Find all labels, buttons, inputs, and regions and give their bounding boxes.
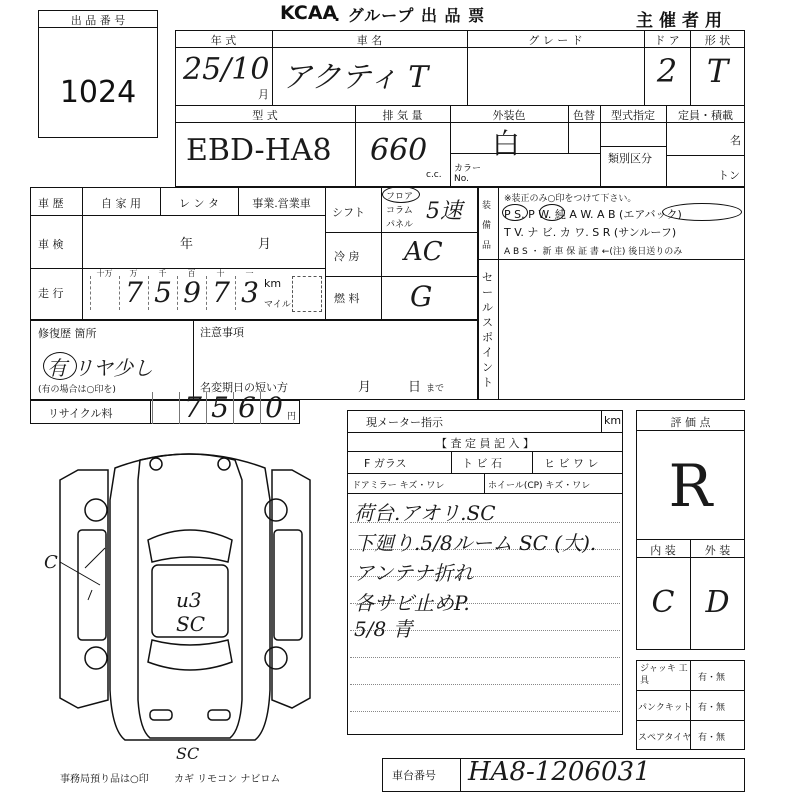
history-private[interactable]: 自 家 用	[101, 197, 141, 210]
mileage-digit-label: 十	[216, 269, 225, 278]
wheel-top-left-icon	[85, 499, 107, 521]
exterior-value: D	[705, 585, 730, 620]
comment-ruling	[350, 711, 620, 712]
mileage-digit-label: 百	[187, 269, 196, 278]
lot-number-label: 出 品 番 号	[70, 14, 126, 27]
repair-note: (有の場合は○印を)	[38, 385, 116, 395]
left-side-panel	[60, 470, 108, 708]
fuel-label: 燃 料	[334, 292, 360, 305]
wheel-bottom-left-icon	[85, 647, 107, 669]
mileage-digit: 3	[235, 276, 264, 310]
damage-mark-sc: SC	[176, 612, 206, 636]
grade-label: グ レ ー ド	[528, 34, 583, 47]
mileage-unit-km: km	[264, 277, 282, 290]
recycle-digit: 6	[233, 392, 260, 424]
auction-logo: KCAA	[280, 2, 338, 24]
equipment-line2[interactable]: T V. ナ ビ. カ ワ. S R (サンルーフ)	[504, 226, 677, 239]
mileage-digit-label: 一	[245, 269, 254, 278]
equipment-note: ※装正のみ○印をつけて下さい。	[504, 194, 637, 204]
inspector-header: 【 査 定 員 記 入 】	[436, 437, 534, 450]
body-type-label: 形 状	[704, 34, 731, 47]
inspector-comment-2: 下廻り.5/8ルーム SC (大).	[354, 531, 597, 555]
rating-label: 評 価 点	[670, 416, 711, 429]
tobi-label: ト ビ 石	[462, 457, 502, 470]
office-note: 事務局預り品は○印	[60, 774, 149, 785]
right-side-panel	[272, 470, 310, 708]
right-door	[274, 530, 302, 640]
form-title: . グループ 出 品 票	[334, 6, 486, 25]
load-unit: トン	[718, 169, 740, 182]
wheel-top-right-icon	[265, 499, 287, 521]
mileage-digit: 5	[148, 276, 177, 310]
office-items: カギ リモコン ナビロム	[174, 774, 281, 785]
recycle-fee-label: リサイクル料	[48, 407, 113, 420]
circle-ps	[502, 204, 528, 221]
fglass-label: F ガラス	[364, 457, 407, 470]
mileage-digit: 7	[119, 276, 148, 310]
mileage-digit-label: 千	[158, 269, 167, 278]
chassis-label: 車台番号	[392, 769, 436, 782]
class-label: 類別区分	[608, 152, 652, 165]
comment-ruling	[350, 684, 620, 685]
recycle-unit: 円	[287, 412, 297, 422]
inspector-comment-4: 各サビ止めP.	[354, 591, 470, 615]
mileage-digit: 7	[206, 276, 235, 310]
notes-label: 注意事項	[200, 326, 244, 339]
wheel-label: ホイール(CP) キズ・ワレ	[488, 481, 591, 491]
cc-unit: c.c.	[426, 170, 442, 180]
jack-value[interactable]: 有・無	[698, 673, 726, 683]
mirror-top-left	[150, 458, 162, 470]
inspector-comment-5: 5/8 青	[354, 617, 413, 641]
mirror-label: ドアミラー キズ・ワレ	[352, 481, 445, 491]
damage-mark-slash	[85, 548, 105, 600]
shaken-label: 車 検	[38, 238, 64, 251]
body-type-value: T	[706, 52, 729, 90]
recycle-digit: 7	[179, 392, 206, 424]
equipment-line1[interactable]: P S. P W. 純 A W. A B (エアバック)	[504, 208, 682, 221]
jack-label: ジャッキ 工 具	[640, 664, 688, 686]
tail-light-left	[150, 710, 172, 720]
recycle-digit: 0	[260, 392, 287, 424]
lot-number-box	[38, 10, 158, 138]
recycle-digit: 5	[206, 392, 233, 424]
mirror-top-right	[218, 458, 230, 470]
damage-mark-c: C	[44, 552, 58, 573]
capacity-label: 定員・積載	[678, 109, 733, 122]
mile-checkbox[interactable]	[292, 276, 322, 312]
color-value: 白	[492, 127, 521, 160]
recycle-digit	[152, 392, 179, 424]
mileage-digit-label: 十万	[96, 269, 113, 278]
color-change-label: 色替	[573, 109, 595, 122]
history-label: 車 歴	[38, 197, 64, 210]
mileage-digit-label: 万	[129, 269, 138, 278]
exterior-label: 外 装	[704, 544, 731, 557]
displacement-label: 排 気 量	[382, 109, 423, 122]
wheel-bottom-right-icon	[265, 647, 287, 669]
deadline-until: まで	[426, 384, 445, 394]
deadline-month: 月	[358, 380, 372, 395]
car-name-label: 車 名	[356, 34, 383, 47]
tail-light-right	[208, 710, 230, 720]
shaken-month: 月	[258, 237, 272, 252]
shift-opt-floor[interactable]: フロア	[386, 192, 414, 202]
sales-point-label: セールスポイント	[482, 271, 493, 389]
shift-value: 5速	[426, 199, 462, 224]
spare-tire-label: スペアタイヤ	[638, 733, 692, 743]
meter-unit: km	[604, 414, 622, 427]
doors-value: 2	[656, 52, 678, 90]
lot-number: 1024	[59, 75, 137, 110]
shaken-year: 年	[180, 237, 194, 252]
deadline-day: 日	[408, 380, 422, 395]
repair-label: 修復歴 箇所	[38, 327, 97, 340]
shift-circle-mark	[382, 186, 420, 203]
shift-opt-panel[interactable]: パネル	[386, 220, 414, 230]
model-label: 型 式	[252, 109, 278, 122]
mileage-label: 走 行	[38, 287, 64, 300]
history-rental[interactable]: レ ン タ	[179, 197, 219, 210]
interior-label: 内 装	[650, 544, 676, 557]
name-change-deadline-label: 名変期日の短い方	[200, 381, 288, 394]
equipment-label: 装備品	[482, 201, 492, 251]
puncture-kit-label: パンクキット	[638, 703, 692, 713]
inspector-comment-1: 荷台.アオリ.SC	[354, 501, 496, 525]
windshield	[148, 530, 232, 562]
fuel-value: G	[410, 280, 433, 313]
equipment-line3[interactable]: A B S ・ 新 車 保 証 書 ←(注) 後日送りのみ	[504, 247, 683, 257]
puncture-kit-value[interactable]: 有・無	[698, 703, 726, 713]
shift-opt-column[interactable]: コラム	[386, 206, 413, 216]
color-no-label: カラー No.	[454, 164, 482, 184]
meter-label: 現メーター指示	[366, 416, 443, 429]
circle-airbag	[662, 203, 742, 221]
designation-label: 型式指定	[611, 109, 655, 122]
damage-mark-line	[60, 562, 100, 585]
month-char: 月	[258, 88, 269, 101]
damage-mark-u3: u3	[176, 588, 202, 612]
interior-value: C	[651, 585, 675, 620]
left-door	[78, 530, 106, 640]
mileage-digit	[90, 276, 119, 310]
ac-label: 冷 房	[334, 250, 360, 263]
inspector-comment-3: アンテナ折れ	[354, 561, 474, 585]
shift-label: シフト	[332, 206, 365, 219]
rear-window	[148, 640, 232, 670]
car-name-value: アクティ T	[282, 60, 429, 95]
chassis-number: HA8-1206031	[468, 757, 651, 787]
damage-mark-bottom-sc: SC	[176, 744, 200, 763]
year-value: 25/10	[183, 52, 270, 87]
spare-tire-value[interactable]: 有・無	[698, 733, 726, 743]
circle-pw	[539, 204, 565, 221]
capacity-unit: 名	[730, 134, 741, 147]
host-label: 主催者用	[636, 11, 728, 31]
displacement-value: 660	[370, 133, 428, 168]
history-business[interactable]: 事業.営業車	[252, 197, 311, 210]
rating-value: R	[668, 452, 713, 520]
comment-ruling	[350, 657, 620, 658]
year-label: 年 式	[210, 34, 237, 47]
hibi-label: ヒ ビ ワ レ	[544, 457, 599, 470]
mileage-unit-mile: マイル	[264, 300, 291, 310]
repair-value: 有 リヤ少し	[47, 356, 153, 380]
mileage-digit: 9	[177, 276, 206, 310]
doors-label: ド ア	[654, 34, 680, 47]
ac-value: AC	[404, 237, 443, 267]
model-value: EBD-HA8	[186, 133, 332, 168]
exterior-color-label: 外装色	[492, 109, 526, 122]
